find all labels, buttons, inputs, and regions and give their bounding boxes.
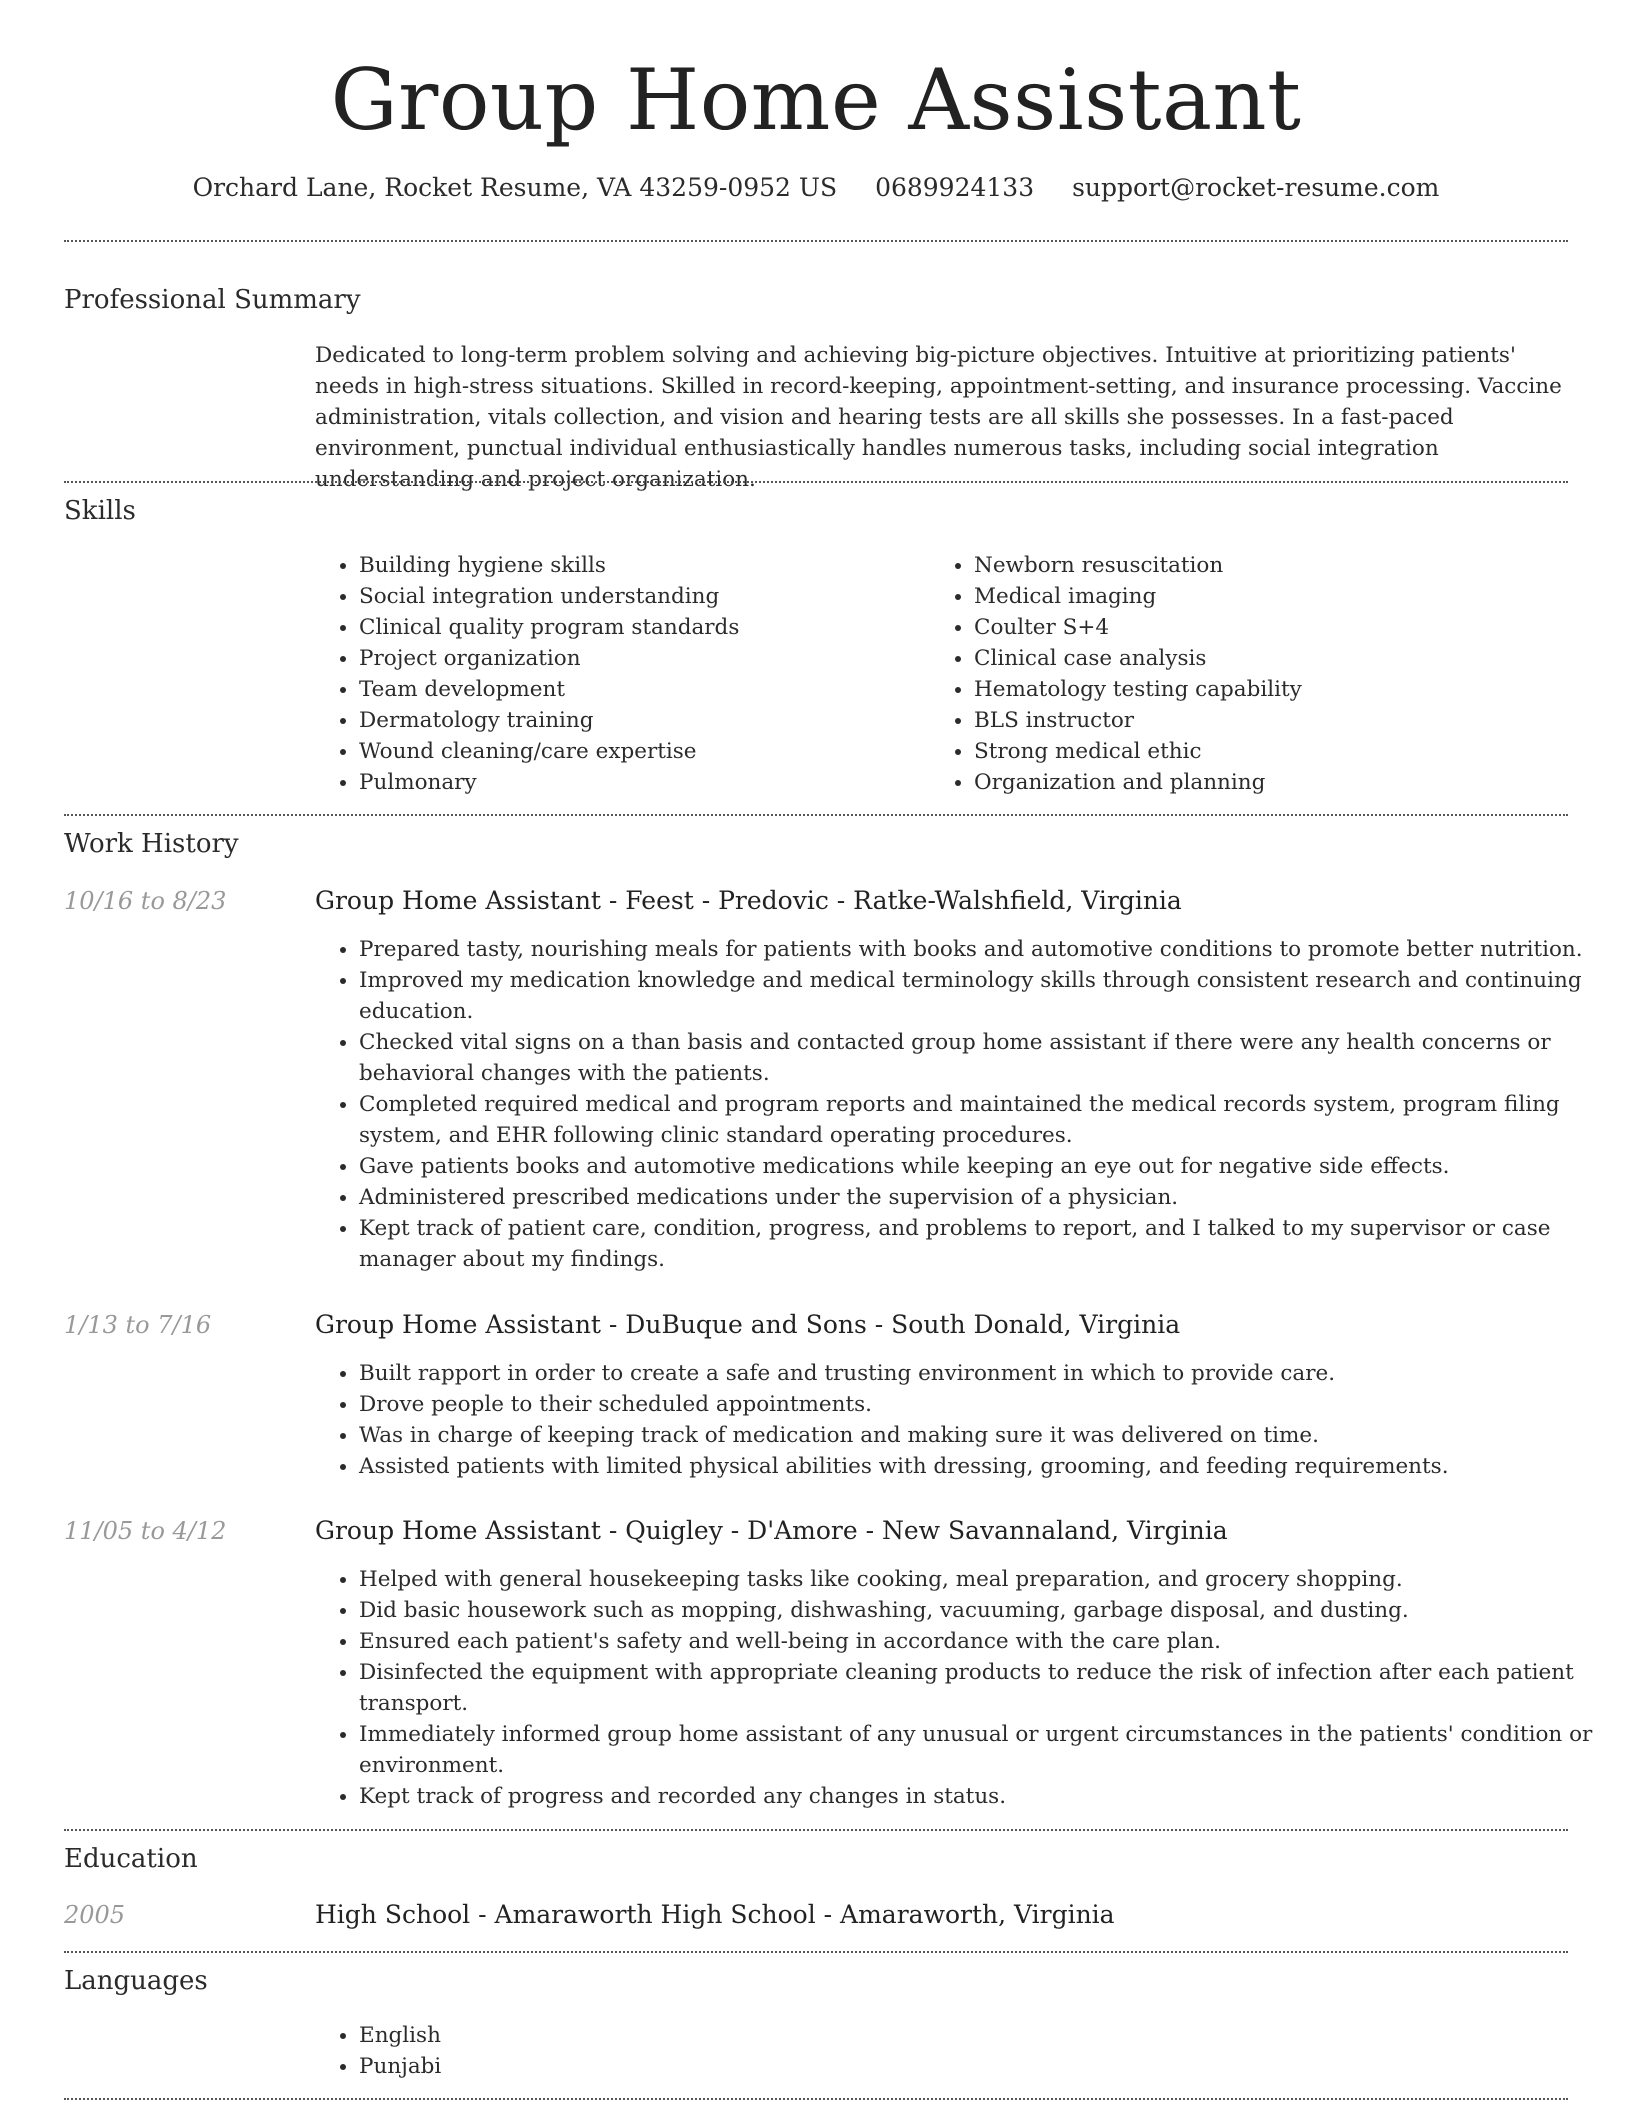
job-title: Group Home Assistant - Quigley - D'Amore - New Savannaland, Virginia (315, 1516, 1228, 1545)
skill-item: • Organization and planning (974, 767, 1574, 798)
job-bullet: • Administered prescribed medications under the supervision of a physician. (359, 1182, 1614, 1213)
education-title: High School - Amaraworth High School - Amaraworth, Virginia (315, 1900, 1115, 1929)
skill-item: • Social integration understanding (359, 581, 919, 612)
job-bullet: • Prepared tasty, nourishing meals for patients with books and automotive conditions to promote better nutrition. (359, 934, 1614, 965)
job-bullet: • Checked vital signs on a than basis and contacted group home assistant if there were any health concerns or behavioral changes with the patients. (359, 1027, 1614, 1089)
job-dates: 10/16 to 8/23 (64, 887, 227, 915)
language-item: • Punjabi (359, 2051, 959, 2082)
job-bullet: • Assisted patients with limited physical abilities with dressing, grooming, and feeding requirements. (359, 1451, 1614, 1482)
job-bullet: • Did basic housework such as mopping, dishwashing, vacuuming, garbage disposal, and dusting. (359, 1595, 1614, 1626)
skill-item: • Hematology testing capability (974, 674, 1574, 705)
job-bullets (315, 1564, 1614, 1812)
section-divider (64, 1951, 1568, 1953)
skills-list-right (930, 550, 1574, 798)
skill-item: • Coulter S+4 (974, 612, 1574, 643)
contact-address: Orchard Lane, Rocket Resume, VA 43259-0952 US (192, 173, 838, 202)
job-bullet: • Helped with general housekeeping tasks like cooking, meal preparation, and grocery shopping. (359, 1564, 1614, 1595)
skill-item: • Medical imaging (974, 581, 1574, 612)
job-bullets (315, 1358, 1614, 1482)
skill-item: • Building hygiene skills (359, 550, 919, 581)
skill-item: • Team development (359, 674, 919, 705)
summary-text: Dedicated to long-term problem solving and achieving big-picture objectives. Intuitive at prioritizing patients' needs in high-stress situations. Skilled in record-keeping, appointment-setting, and insurance processing. Vaccine administration, vitals collection, and vision and hearing tests are all skills she possesses. In a fast-paced environment, punctual individual enthusiastically handles numerous tasks, including social integration understanding and project organization. (315, 343, 1562, 492)
skill-item: • Project organization (359, 643, 919, 674)
job-title: Group Home Assistant - Feest - Predovic - Ratke-Walshfield, Virginia (315, 886, 1182, 915)
section-divider (64, 240, 1568, 242)
resume-name: Group Home Assistant (330, 51, 1302, 149)
job-bullet: • Kept track of patient care, condition, progress, and problems to report, and I talked to my supervisor or case manager about my findings. (359, 1213, 1614, 1275)
job-bullets (315, 934, 1614, 1275)
job-bullet: • Completed required medical and program reports and maintained the medical records system, program filing system, and EHR following clinic standard operating procedures. (359, 1089, 1614, 1151)
contact-line (0, 170, 1632, 206)
skills-list-left (315, 550, 919, 798)
section-divider (64, 481, 1568, 483)
work-heading: Work History (64, 829, 239, 859)
section-divider (64, 814, 1568, 816)
summary-heading: Professional Summary (64, 285, 361, 315)
skill-item: • Wound cleaning/care expertise (359, 736, 919, 767)
languages-heading: Languages (64, 1966, 208, 1996)
job-bullet: • Ensured each patient's safety and well-being in accordance with the care plan. (359, 1626, 1614, 1657)
job-bullet: • Kept track of progress and recorded any changes in status. (359, 1781, 1614, 1812)
skill-item: • Clinical quality program standards (359, 612, 919, 643)
skills-heading: Skills (64, 496, 136, 526)
skill-item: • Clinical case analysis (974, 643, 1574, 674)
contact-phone: 0689924133 (875, 173, 1035, 202)
language-item: • English (359, 2020, 959, 2051)
job-bullet: • Gave patients books and automotive medications while keeping an eye out for negative side effects. (359, 1151, 1614, 1182)
languages-list (315, 2020, 959, 2082)
contact-email: support@rocket-resume.com (1072, 173, 1440, 202)
job-title: Group Home Assistant - DuBuque and Sons - South Donald, Virginia (315, 1310, 1181, 1339)
skill-item: • Pulmonary (359, 767, 919, 798)
job-bullet: • Was in charge of keeping track of medication and making sure it was delivered on time. (359, 1420, 1614, 1451)
skill-item: • Newborn resuscitation (974, 550, 1574, 581)
education-dates: 2005 (64, 1901, 126, 1929)
job-dates: 1/13 to 7/16 (64, 1311, 212, 1339)
job-bullet: • Immediately informed group home assistant of any unusual or urgent circumstances in the patients' condition or environment. (359, 1719, 1614, 1781)
job-dates: 11/05 to 4/12 (64, 1517, 227, 1545)
job-bullet: • Drove people to their scheduled appointments. (359, 1389, 1614, 1420)
skill-item: • BLS instructor (974, 705, 1574, 736)
job-bullet: • Improved my medication knowledge and medical terminology skills through consistent research and continuing education. (359, 965, 1614, 1027)
skill-item: • Dermatology training (359, 705, 919, 736)
job-bullet: • Built rapport in order to create a safe and trusting environment in which to provide care. (359, 1358, 1614, 1389)
job-bullet: • Disinfected the equipment with appropriate cleaning products to reduce the risk of infection after each patient transport. (359, 1657, 1614, 1719)
section-divider (64, 2098, 1568, 2100)
education-heading: Education (64, 1844, 198, 1874)
section-divider (64, 1829, 1568, 1831)
skill-item: • Strong medical ethic (974, 736, 1574, 767)
